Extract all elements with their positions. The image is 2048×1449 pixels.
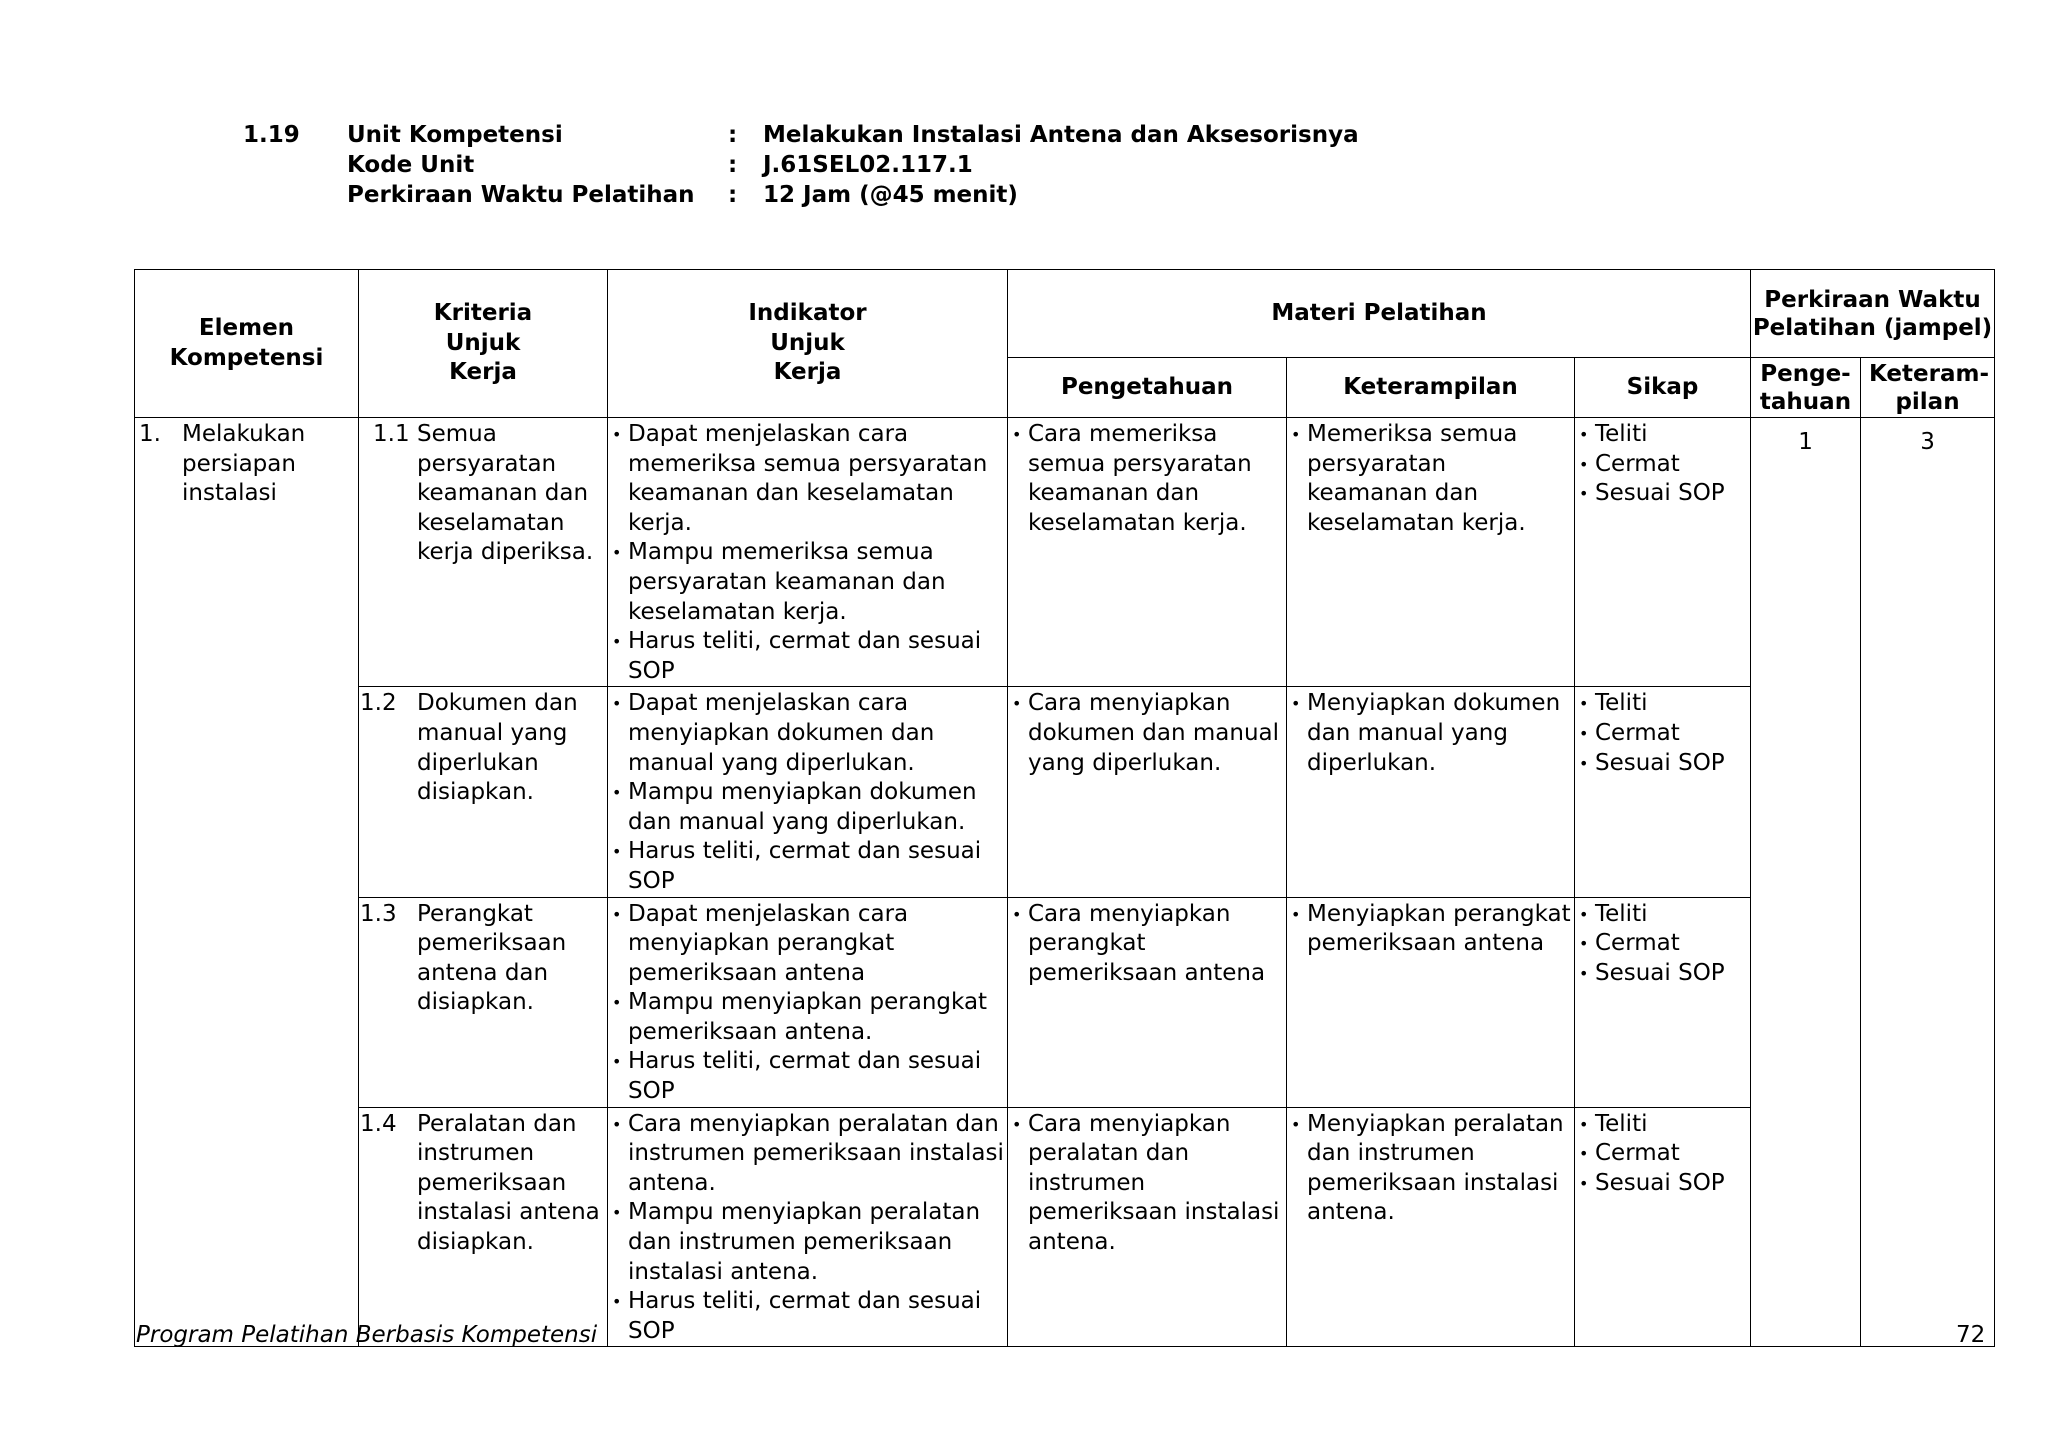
header-w-pengetahuan: Penge-tahuan: [1751, 358, 1861, 418]
header-pengetahuan: Pengetahuan: [1008, 358, 1287, 418]
pengetahuan-cell: [1008, 1107, 1287, 1347]
sikap-item: • Sesuai SOP: [1575, 749, 1748, 779]
header-kriteria: Kriteria Unjuk Kerja: [359, 270, 608, 418]
indikator-item: • Mampu menyiapkan peralatan dan instrumen pemeriksaan instalasi antena.: [608, 1198, 1005, 1287]
waktu-pelatihan-value: 12 Jam (@45 menit): [763, 182, 1018, 208]
keterampilan-item: • Menyiapkan dokumen dan manual yang diperlukan.: [1287, 689, 1572, 778]
sikap-cell: [1575, 687, 1751, 897]
jampel-pengetahuan: 1: [1798, 429, 1813, 455]
pengetahuan-item: • Cara memeriksa semua persyaratan keamanan dan keselamatan kerja.: [1008, 420, 1284, 538]
pengetahuan-cell: [1008, 897, 1287, 1107]
pengetahuan-cell: [1008, 418, 1287, 687]
waktu-pelatihan-label: Perkiraan Waktu Pelatihan: [347, 182, 695, 208]
colon: :: [728, 182, 738, 208]
kriteria-cell: [359, 1107, 608, 1347]
kode-unit-value: J.61SEL02.117.1: [763, 152, 973, 178]
sikap-cell: [1575, 897, 1751, 1107]
header-elemen: Elemen Kompetensi: [135, 270, 359, 418]
unit-kompetensi-value: Melakukan Instalasi Antena dan Aksesorisnya: [763, 122, 1359, 148]
sikap-item: • Sesuai SOP: [1575, 479, 1748, 509]
unit-kompetensi-label: Unit Kompetensi: [347, 122, 563, 148]
indikator-cell: [608, 1107, 1008, 1347]
sikap-cell: [1575, 418, 1751, 687]
keterampilan-item: • Memeriksa semua persyaratan keamanan dan keselamatan kerja.: [1287, 420, 1572, 538]
kriteria-text: Dokumen dan manual yang diperlukan disiapkan.: [417, 690, 578, 806]
kriteria-number: 1.1: [373, 421, 410, 447]
sikap-item: • Cermat: [1575, 450, 1748, 480]
header-w-keterampilan: Keteram-pilan: [1861, 358, 1995, 418]
keterampilan-item: • Menyiapkan perangkat pemeriksaan antena: [1287, 900, 1572, 959]
footer-program-title: Program Pelatihan Berbasis Kompetensi: [136, 1322, 598, 1348]
kriteria-number: 1.3: [360, 900, 397, 927]
table-row: [135, 418, 1995, 687]
competency-table: [134, 269, 1995, 1347]
sikap-item: • Teliti: [1575, 689, 1748, 719]
indikator-item: • Cara menyiapkan peralatan dan instrumen pemeriksaan instalasi antena.: [608, 1110, 1005, 1199]
sikap-cell: [1575, 1107, 1751, 1347]
indikator-item: • Mampu menyiapkan perangkat pemeriksaan antena.: [608, 988, 1005, 1047]
jampel-keterampilan: 3: [1920, 429, 1935, 455]
sikap-item: • Teliti: [1575, 900, 1748, 930]
kriteria-number: 1.4: [360, 1110, 397, 1137]
table-row: [135, 897, 1995, 1107]
indikator-item: • Harus teliti, cermat dan sesuai SOP: [608, 627, 1005, 686]
pengetahuan-item: • Cara menyiapkan peralatan dan instrumen pemeriksaan instalasi antena.: [1008, 1110, 1284, 1258]
indikator-item: • Harus teliti, cermat dan sesuai SOP: [608, 1287, 1005, 1346]
sikap-item: • Cermat: [1575, 719, 1748, 749]
unit-number: 1.19: [243, 122, 300, 148]
indikator-cell: [608, 687, 1008, 897]
kriteria-cell: [359, 897, 608, 1107]
keterampilan-cell: [1287, 1107, 1575, 1347]
indikator-item: • Harus teliti, cermat dan sesuai SOP: [608, 837, 1005, 896]
sikap-item: • Teliti: [1575, 1110, 1748, 1140]
pengetahuan-cell: [1008, 687, 1287, 897]
kriteria-cell: [359, 687, 608, 897]
indikator-item: • Harus teliti, cermat dan sesuai SOP: [608, 1047, 1005, 1106]
table-row: [135, 687, 1995, 897]
elemen-number: 1.: [139, 421, 161, 447]
keterampilan-cell: [1287, 897, 1575, 1107]
sikap-item: • Sesuai SOP: [1575, 1169, 1748, 1199]
indikator-item: • Dapat menjelaskan cara menyiapkan dokumen dan manual yang diperlukan.: [608, 689, 1005, 778]
indikator-item: • Mampu menyiapkan dokumen dan manual yang diperlukan.: [608, 778, 1005, 837]
elemen-text: Melakukan persiapan instalasi: [182, 421, 306, 507]
sikap-item: • Teliti: [1575, 420, 1748, 450]
indikator-item: • Mampu memeriksa semua persyaratan keamanan dan keselamatan kerja.: [608, 538, 1005, 627]
page-number: 72: [1956, 1322, 1986, 1348]
kriteria-cell: [359, 418, 608, 687]
jampel-pengetahuan-cell: [1751, 418, 1861, 1347]
indikator-cell: [608, 418, 1008, 687]
kriteria-text: Semua persyaratan keamanan dan keselamatan kerja diperiksa.: [417, 421, 594, 566]
kriteria-text: Perangkat pemeriksaan antena dan disiapkan.: [417, 900, 567, 1016]
kriteria-number: 1.2: [360, 690, 397, 717]
indikator-item: • Dapat menjelaskan cara menyiapkan perangkat pemeriksaan antena: [608, 900, 1005, 989]
header-waktu: Perkiraan Waktu Pelatihan (jampel): [1751, 270, 1995, 358]
kriteria-text: Peralatan dan instrumen pemeriksaan instalasi antena disiapkan.: [417, 1110, 600, 1256]
header-indikator: Indikator Unjuk Kerja: [608, 270, 1008, 418]
colon: :: [728, 152, 738, 178]
sikap-item: • Cermat: [1575, 1139, 1748, 1169]
kode-unit-label: Kode Unit: [347, 152, 475, 178]
keterampilan-cell: [1287, 418, 1575, 687]
colon: :: [728, 122, 738, 148]
indikator-cell: [608, 897, 1008, 1107]
table-row: [135, 1107, 1995, 1347]
indikator-item: • Dapat menjelaskan cara memeriksa semua persyaratan keamanan dan keselamatan kerja.: [608, 420, 1005, 538]
pengetahuan-item: • Cara menyiapkan dokumen dan manual yang diperlukan.: [1008, 689, 1284, 778]
jampel-keterampilan-cell: [1861, 418, 1995, 1347]
sikap-item: • Sesuai SOP: [1575, 959, 1748, 989]
header-materi: Materi Pelatihan: [1008, 270, 1751, 358]
keterampilan-cell: [1287, 687, 1575, 897]
sikap-item: • Cermat: [1575, 929, 1748, 959]
header-sikap: Sikap: [1575, 358, 1751, 418]
keterampilan-item: • Menyiapkan peralatan dan instrumen pemeriksaan instalasi antena.: [1287, 1110, 1572, 1228]
elemen-cell: [135, 418, 359, 1347]
pengetahuan-item: • Cara menyiapkan perangkat pemeriksaan antena: [1008, 900, 1284, 989]
header-keterampilan: Keterampilan: [1287, 358, 1575, 418]
